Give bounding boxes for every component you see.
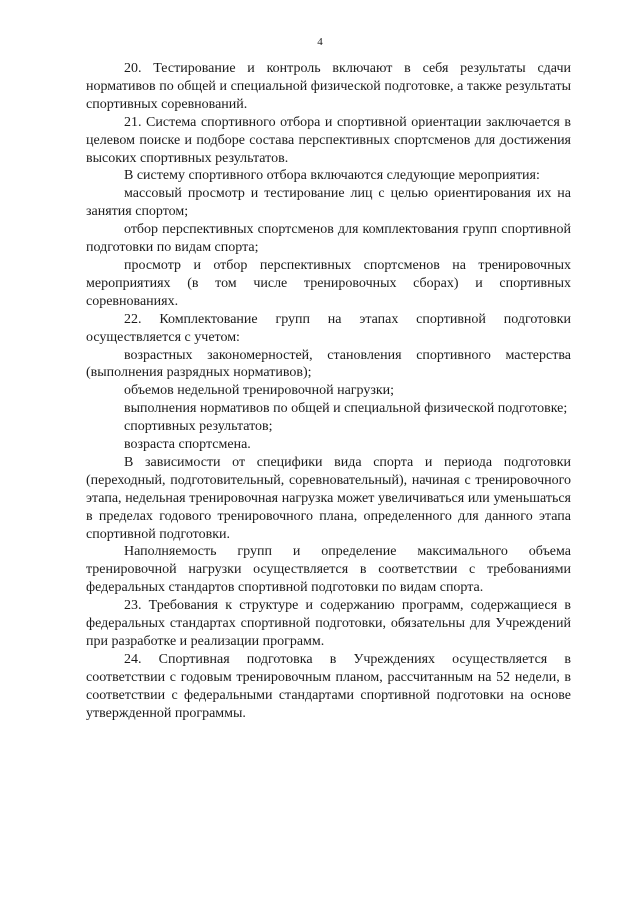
paragraph-20-testing: 20. Тестирование и контроль включают в себя результаты сдачи нормативов по общей и специальной физической подготовке, а также результаты спортивных соревнований.	[86, 61, 571, 112]
paragraph-selection-measures-intro: В систему спортивного отбора включаются следующие мероприятия:	[124, 168, 540, 184]
list-item-athlete-selection: отбор перспективных спортсменов для комплектования групп спортивной подготовки по видам спорта;	[86, 222, 571, 256]
paragraph-23-program-requirements: 23. Требования к структуре и содержанию программ, содержащиеся в федеральных стандартах спортивной подготовки, обязательны для Учреждений при разработке и реализации программ.	[86, 598, 571, 649]
list-item-weekly-load: объемов недельной тренировочной нагрузки;	[124, 383, 395, 399]
list-item-mass-screening: массовый просмотр и тестирование лиц с целью ориентирования их на занятия спортом;	[86, 186, 571, 220]
paragraph-21-selection-system: 21. Система спортивного отбора и спортивной ориентации заключается в целевом поиске и подборе состава перспективных спортсменов для достижения высоких спортивных результатов.	[86, 114, 571, 166]
page-number: 4	[317, 36, 323, 48]
paragraph-load-variation: В зависимости от специфики вида спорта и периода подготовки (переходный, подготовительный, соревновательный), начиная с тренировочного этапа, недельная тренировочная нагрузка может увеличиваться или уменьшаться в пределах годового тренировочного плана, определенного для данного этапа спортивной подготовки.	[86, 454, 571, 542]
list-item-physical-standards: выполнения нормативов по общей и специальной физической подготовке;	[124, 401, 568, 417]
list-item-age-patterns: возрастных закономерностей, становления спортивного мастерства (выполнения разрядных нормативов);	[86, 347, 571, 381]
paragraph-24-annual-plan: 24. Спортивная подготовка в Учреждениях осуществляется в соответствии с годовым тренировочным планом, рассчитанным на 52 недели, в соответствии с федеральными стандартами спортивной подготовки на основе утвержденной программы.	[86, 651, 571, 721]
paragraph-22-group-formation: 22. Комплектование групп на этапах спортивной подготовки осуществляется с учетом:	[86, 311, 571, 345]
list-item-sport-results: спортивных результатов;	[124, 419, 273, 435]
paragraph-group-occupancy: Наполняемость групп и определение максимального объема тренировочной нагрузки осуществляется в соответствии с требованиями федеральных стандартов спортивной подготовки по видам спорта.	[86, 544, 571, 596]
list-item-athlete-age: возраста спортсмена.	[124, 437, 251, 453]
list-item-screening-at-events: просмотр и отбор перспективных спортсменов на тренировочных мероприятиях (в том числе тренировочных сборах) и спортивных соревнованиях.	[86, 257, 571, 309]
document-body	[86, 60, 571, 723]
